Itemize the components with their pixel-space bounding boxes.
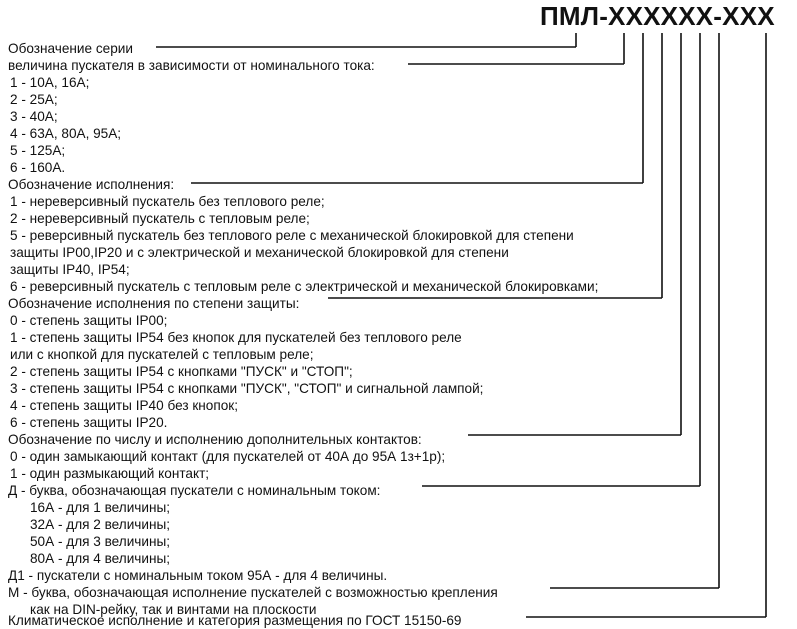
mounting-letter-header: М - буква, обозначающая исполнение пускателей с возможностью крепления xyxy=(8,585,498,600)
protection-option-0: 0 - степень защиты IP00; xyxy=(10,313,168,328)
size-option-1: 1 - 10А, 16А; xyxy=(10,75,90,90)
protection-option-1: 1 - степень защиты IP54 без кнопок для пускателей без теплового реле xyxy=(10,330,462,345)
execution-option-5-cont: защиты IP00,IP20 и с электрической и механической блокировкой для степени xyxy=(10,245,509,260)
size-option-5: 5 - 125А; xyxy=(10,143,66,158)
designation-code: ПМЛ-XXXXXX-XXX xyxy=(540,1,775,31)
execution-option-1: 1 - нереверсивный пускатель без теплового реле; xyxy=(10,194,325,209)
current-option-50a: 50А - для 3 величины; xyxy=(30,534,171,549)
protection-option-4: 4 - степень защиты IP40 без кнопок; xyxy=(10,398,239,413)
protection-option-2: 2 - степень защиты IP54 с кнопками "ПУСК" и "СТОП"; xyxy=(10,364,353,379)
series-label: Обозначение серии xyxy=(8,41,133,56)
size-header: величина пускателя в зависимости от номинального тока: xyxy=(8,58,375,73)
protection-header: Обозначение исполнения по степени защиты: xyxy=(8,296,300,311)
protection-option-3: 3 - степень защиты IP54 с кнопками "ПУСК", "СТОП" и сигнальной лампой; xyxy=(10,381,484,396)
protection-option-1-cont: или с кнопкой для пускателей с тепловым реле; xyxy=(10,347,314,362)
contacts-header: Обозначение по числу и исполнению дополнительных контактов: xyxy=(8,432,422,447)
execution-option-5-end: защиты IP40, IP54; xyxy=(10,262,130,277)
current-option-16a: 16А - для 1 величины; xyxy=(30,500,171,515)
execution-option-5: 5 - реверсивный пускатель без теплового реле с механической блокировкой для степени xyxy=(10,228,574,243)
size-option-3: 3 - 40А; xyxy=(10,109,58,124)
contacts-option-1: 1 - один размыкающий контакт; xyxy=(10,466,210,481)
execution-option-2: 2 - нереверсивный пускатель с тепловым реле; xyxy=(10,211,310,226)
execution-header: Обозначение исполнения: xyxy=(8,177,175,192)
size-option-4: 4 - 63А, 80А, 95А; xyxy=(10,126,122,141)
d1-option: Д1 - пускатели с номинальным током 95А - для 4 величины. xyxy=(8,568,388,583)
current-letter-header: Д - буква, обозначающая пускатели с номинальным током: xyxy=(8,483,381,498)
size-option-2: 2 - 25А; xyxy=(10,92,58,107)
protection-option-6: 6 - степень защиты IP20. xyxy=(10,415,168,430)
current-option-32a: 32А - для 2 величины; xyxy=(30,517,171,532)
size-option-6: 6 - 160А. xyxy=(10,160,66,175)
current-option-80a: 80А - для 4 величины; xyxy=(30,551,171,566)
mounting-option-desc: как на DIN-рейку, так и винтами на плоскости xyxy=(30,602,317,617)
climate-header: Климатическое исполнение и категория размещения по ГОСТ 15150-69 xyxy=(8,613,462,628)
execution-option-6: 6 - реверсивный пускатель с тепловым реле с электрической и механической блокировками; xyxy=(10,279,599,294)
contacts-option-0: 0 - один замыкающий контакт (для пускателей от 40А до 95А 1з+1р); xyxy=(10,449,446,464)
